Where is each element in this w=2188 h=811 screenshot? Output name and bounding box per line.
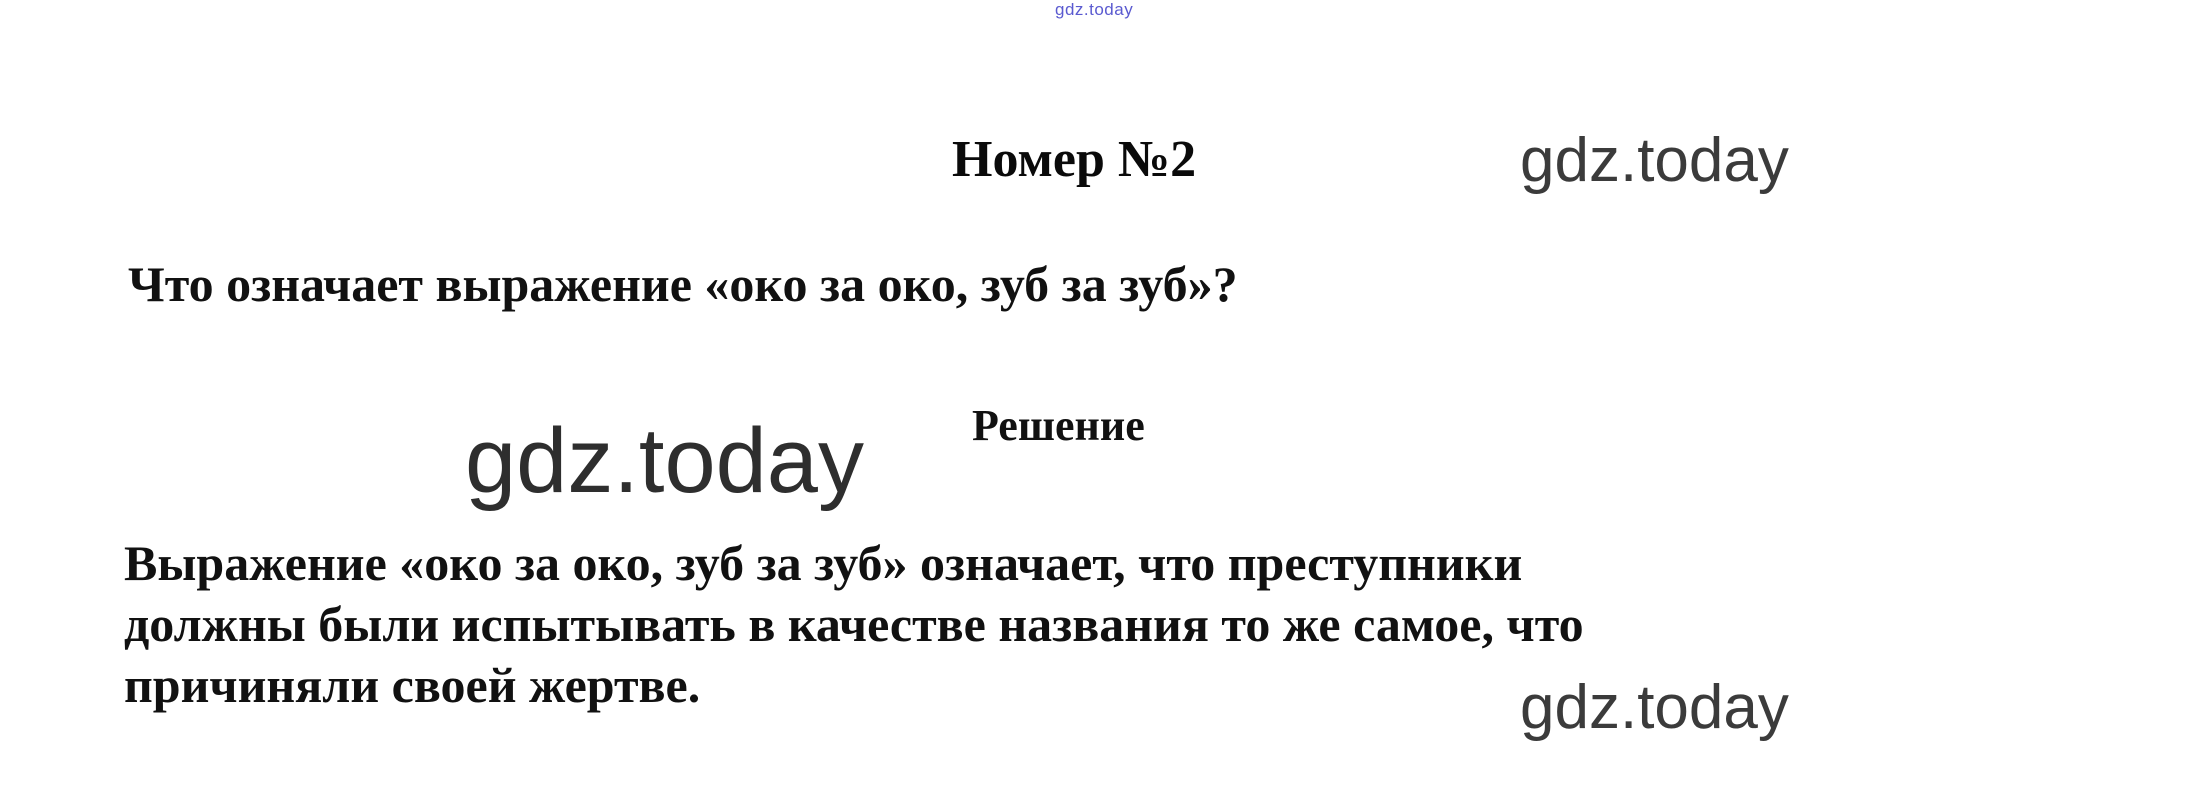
- solution-label: Решение: [972, 401, 1145, 450]
- question-text: Что означает выражение «око за око, зуб за зуб»?: [128, 256, 1238, 312]
- answer-line: причиняли своей жертве.: [124, 657, 701, 713]
- watermark-header: gdz.today: [1520, 126, 1789, 195]
- answer-line: Выражение «око за око, зуб за зуб» означает, что преступники: [124, 535, 1523, 591]
- watermark-bottom: gdz.today: [1520, 673, 1789, 742]
- answer-line: должны были испытывать в качестве названия то же самое, что: [124, 596, 1584, 652]
- page-title: Номер №2: [952, 131, 1197, 188]
- watermark-center: gdz.today: [465, 410, 864, 512]
- watermark-top: gdz.today: [1055, 0, 1134, 19]
